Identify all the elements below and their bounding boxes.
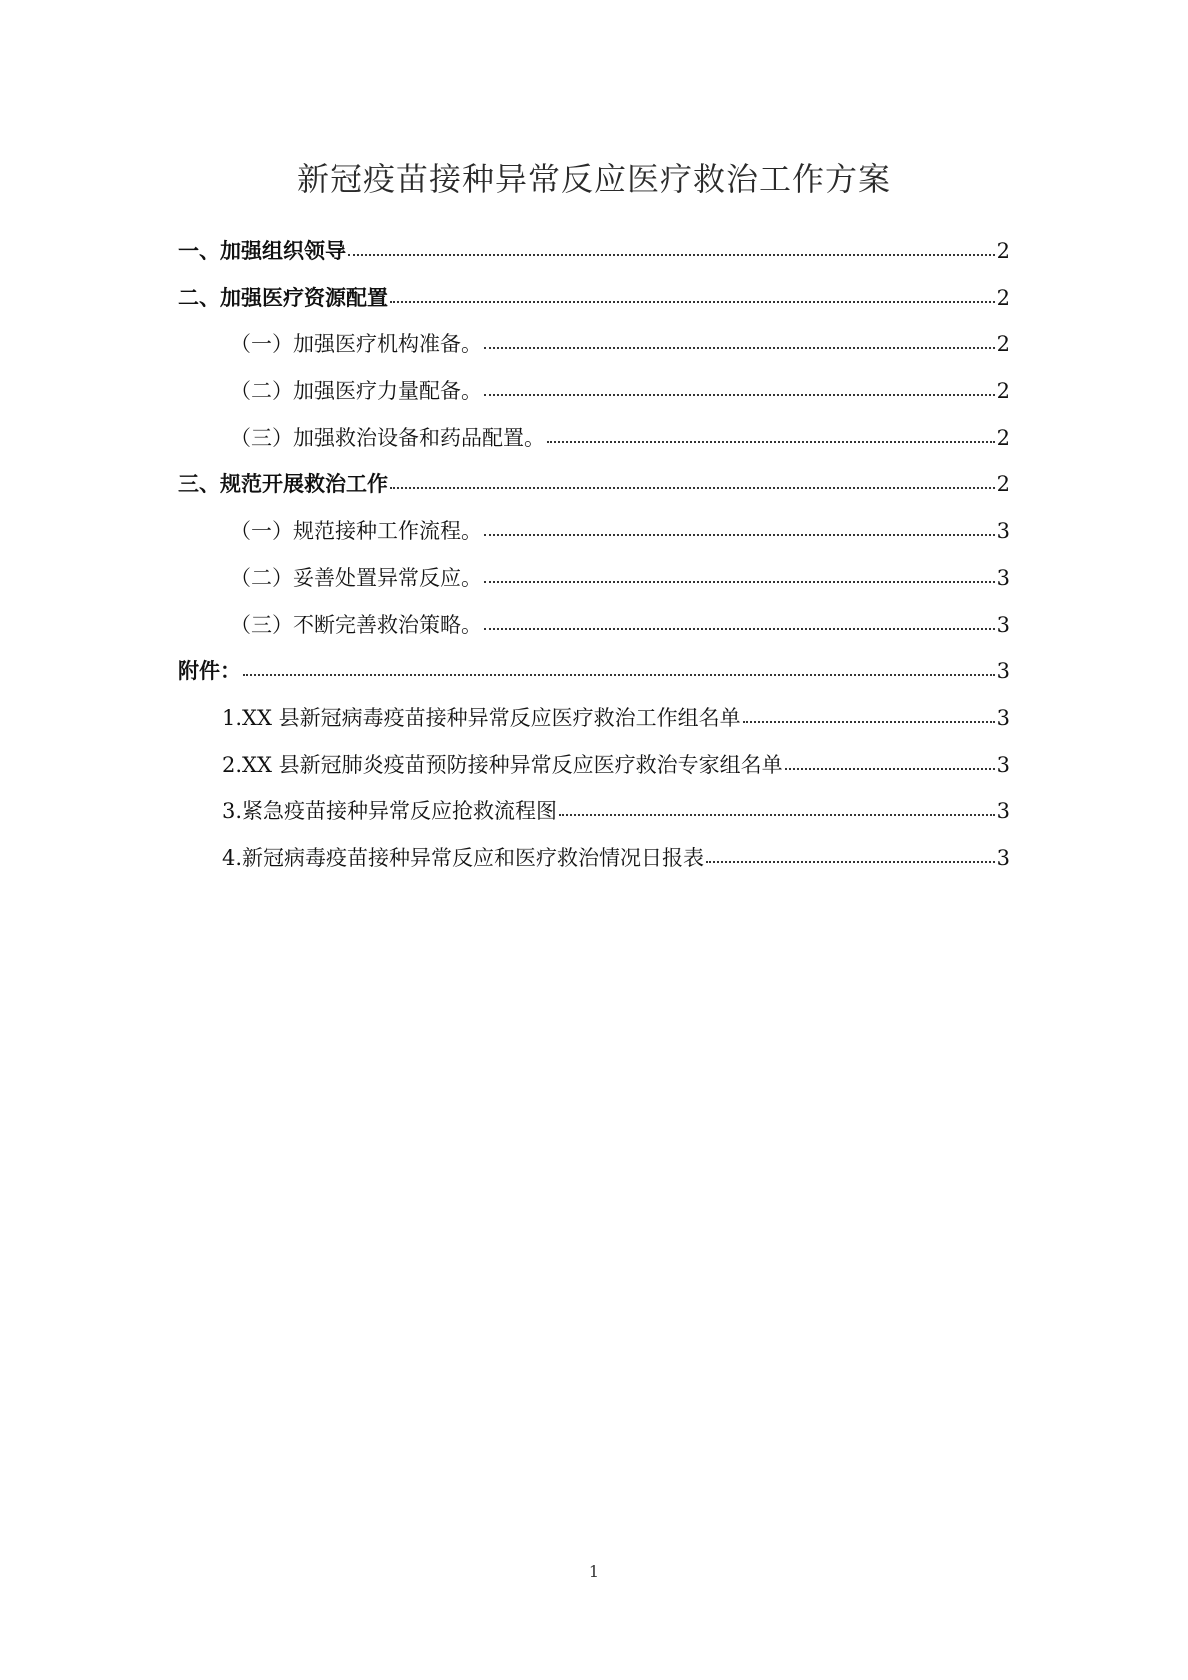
toc-dot-leader — [484, 610, 995, 630]
toc-entry-page: 3 — [996, 612, 1010, 637]
toc-entry-page: 2 — [996, 332, 1010, 357]
toc-entry-section-1[interactable] — [178, 236, 1010, 283]
toc-dot-leader — [785, 750, 995, 770]
toc-entry-label: （一）加强医疗机构准备。 — [230, 332, 482, 357]
toc-dot-leader — [390, 469, 995, 489]
toc-entry-annex-4[interactable] — [178, 843, 1010, 890]
toc-dot-leader — [390, 283, 995, 303]
toc-entry-label: 二、加强医疗资源配置 — [178, 285, 388, 310]
toc-dot-leader — [559, 796, 995, 816]
toc-entry-section-3-1[interactable] — [178, 516, 1010, 563]
toc-entry-label: （三）不断完善救治策略。 — [230, 612, 482, 637]
toc-entry-section-3-2[interactable] — [178, 563, 1010, 610]
toc-entry-page: 3 — [996, 752, 1010, 777]
toc-entry-label: （三）加强救治设备和药品配置。 — [230, 425, 545, 450]
toc-entry-section-2[interactable] — [178, 283, 1010, 330]
page-number: 1 — [588, 1562, 600, 1581]
toc-dot-leader — [484, 329, 995, 349]
toc-entry-annex-3[interactable] — [178, 796, 1010, 843]
toc-entry-page: 2 — [996, 285, 1010, 310]
toc-entry-page: 2 — [996, 239, 1010, 263]
toc-entry-section-2-1[interactable] — [178, 329, 1010, 376]
toc-entry-section-2-3[interactable] — [178, 423, 1010, 470]
toc-dot-leader — [706, 843, 995, 863]
table-of-contents — [178, 236, 1010, 890]
toc-dot-leader — [547, 423, 995, 443]
toc-entry-label: 3.紧急疫苗接种异常反应抢救流程图 — [222, 799, 558, 824]
toc-entry-label: 2.XX 县新冠肺炎疫苗预防接种异常反应医疗救治专家组名单 — [222, 752, 783, 777]
toc-entry-page: 3 — [996, 659, 1010, 684]
toc-dot-leader — [243, 656, 995, 676]
page-title: 新冠疫苗接种异常反应医疗救治工作方案 — [296, 160, 891, 198]
toc-entry-label: 一、加强组织领导 — [178, 239, 346, 263]
toc-entry-label: 1.XX 县新冠病毒疫苗接种异常反应医疗救治工作组名单 — [222, 705, 741, 730]
toc-entry-label: （二）加强医疗力量配备。 — [230, 379, 482, 404]
toc-entry-section-3[interactable] — [178, 469, 1010, 516]
toc-entry-annex-1[interactable] — [178, 703, 1010, 750]
toc-entry-annexes[interactable] — [178, 656, 1010, 703]
toc-entry-page: 3 — [996, 705, 1010, 730]
toc-entry-label: （一）规范接种工作流程。 — [230, 519, 482, 544]
toc-entry-annex-2[interactable] — [178, 750, 1010, 797]
toc-entry-label: （二）妥善处置异常反应。 — [230, 565, 482, 590]
toc-entry-page: 2 — [996, 379, 1010, 404]
toc-entry-section-2-2[interactable] — [178, 376, 1010, 423]
toc-dot-leader — [348, 236, 995, 256]
toc-entry-label: 附件： — [178, 659, 241, 684]
toc-dot-leader — [484, 376, 995, 396]
toc-dot-leader — [484, 516, 995, 536]
toc-entry-page: 3 — [996, 845, 1010, 870]
toc-entry-label: 三、规范开展救治工作 — [178, 472, 388, 497]
toc-entry-page: 3 — [996, 519, 1010, 544]
toc-entry-section-3-3[interactable] — [178, 610, 1010, 657]
toc-entry-page: 3 — [996, 565, 1010, 590]
toc-entry-page: 2 — [996, 472, 1010, 497]
toc-dot-leader — [743, 703, 995, 723]
toc-entry-label: 4.新冠病毒疫苗接种异常反应和医疗救治情况日报表 — [222, 845, 705, 870]
toc-dot-leader — [484, 563, 995, 583]
toc-entry-page: 3 — [996, 799, 1010, 824]
toc-entry-page: 2 — [996, 425, 1010, 450]
